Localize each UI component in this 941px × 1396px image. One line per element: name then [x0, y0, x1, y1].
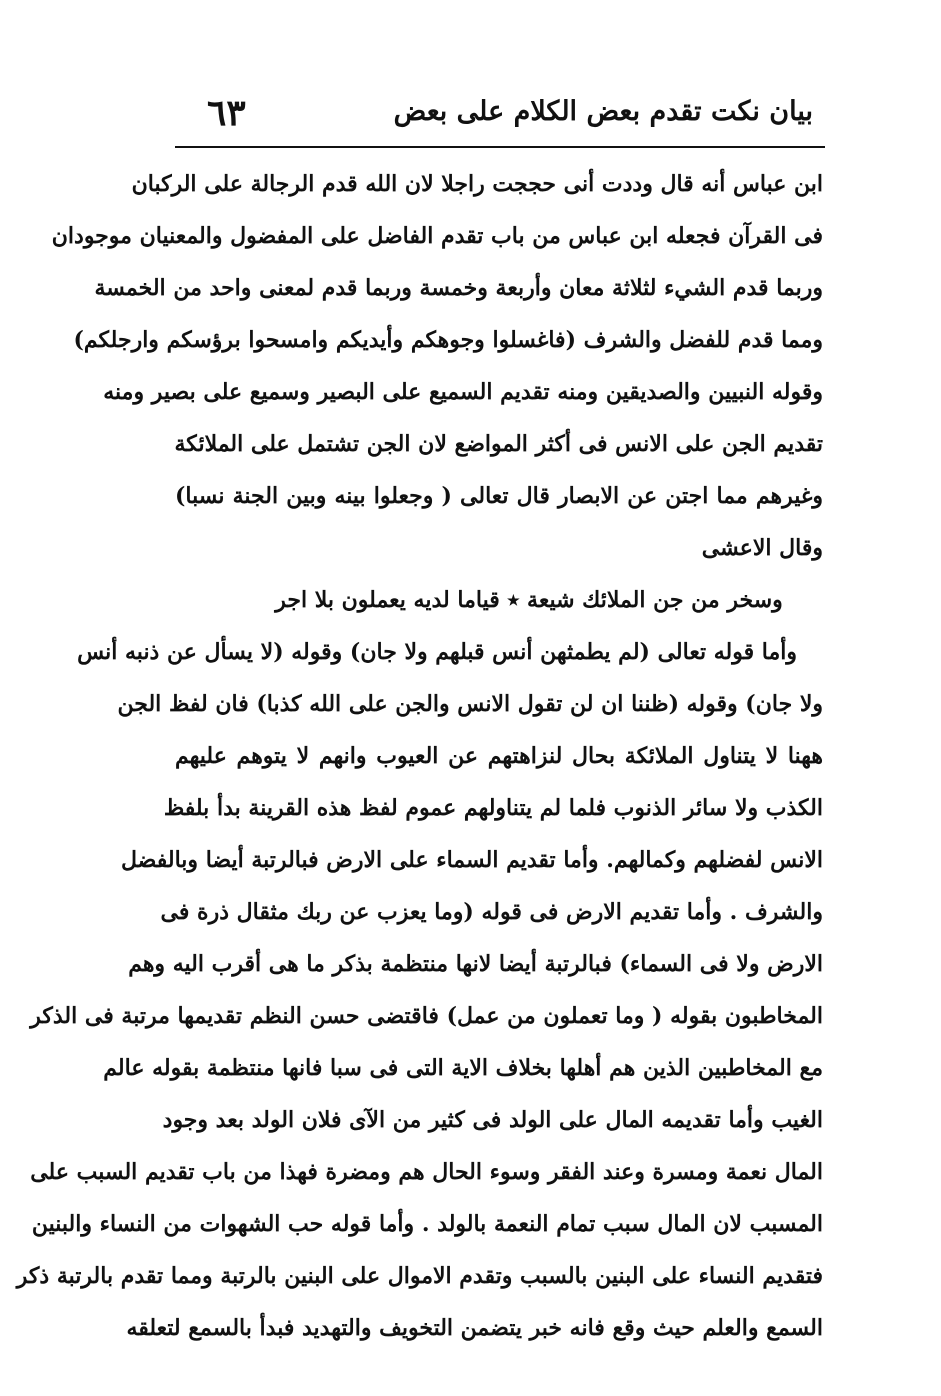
header-divider — [175, 146, 825, 148]
text-line: فتقديم النساء على البنين بالسبب وتقدم الاموال على البنين بالرتبة ومما تقدم بالرتبة ذكر — [16, 1263, 823, 1289]
text-line: ومما قدم للفضل والشرف (فاغسلوا وجوهكم وأيديكم وامسحوا برؤسكم وارجلكم) — [73, 327, 823, 353]
text-line: الانس لفضلهم وكمالهم. وأما تقديم السماء على الارض فبالرتبة أيضا وبالفضل — [121, 847, 823, 873]
body-text — [16, 158, 823, 1354]
text-line: الغيب وأما تقديمه المال على الولد فى كثير من الآى فلان الولد بعد وجود — [162, 1107, 823, 1133]
text-line: والشرف . وأما تقديم الارض فى قوله (وما يعزب عن ربك مثقال ذرة فى — [160, 899, 823, 925]
text-line: الكذب ولا سائر الذنوب فلما لم يتناولهم عموم لفظ هذه القرينة بدأ بلفظ — [163, 795, 823, 821]
text-line: وأما قوله تعالى (لم يطمثهن أنس قبلهم ولا جان) وقوله (لا يسأل عن ذنبه أنس — [77, 639, 797, 665]
text-line: وقال الاعشى — [701, 535, 823, 561]
running-title: بيان نكت تقدم بعض الكلام على بعض — [393, 96, 813, 127]
text-line: ابن عباس أنه قال وددت أنى حججت راجلا لان الله قدم الرجالة على الركبان — [131, 171, 823, 197]
text-line: وقوله النبيين والصديقين ومنه تقديم السميع على البصير وسميع على بصير ومنه — [103, 379, 823, 405]
text-line: ههنا لا يتناول الملائكة بحال لنزاهتهم عن العيوب وانهم لا يتوهم عليهم — [175, 743, 823, 769]
text-line: المسبب لان المال سبب تمام النعمة بالولد . وأما قوله حب الشهوات من النساء والبنين — [31, 1211, 823, 1237]
text-line: فى القرآن فجعله ابن عباس من باب تقدم الفاضل على المفضول والمعنيان موجودان — [51, 223, 823, 249]
text-line: وغيرهم مما اجتن عن الابصار قال تعالى ( وجعلوا بينه وبين الجنة نسبا) — [175, 483, 823, 509]
poetry-verse: وسخر من جن الملائك شيعة ٭ قياما لديه يعملون بلا اجر — [275, 587, 783, 613]
text-line: السمع والعلم حيث وقع فانه خبر يتضمن التخويف والتهديد فبدأ بالسمع لتعلقه — [126, 1315, 823, 1341]
text-line: تقديم الجن على الانس فى أكثر المواضع لان الجن تشتمل على الملائكة — [174, 431, 823, 457]
text-line: المخاطبون بقوله ( وما تعملون من عمل) فاقتضى حسن النظم تقديمها مرتبة فى الذكر — [30, 1003, 823, 1029]
text-line: الارض ولا فى السماء) فبالرتبة أيضا لانها منتظمة بذكر ما هى أقرب اليه وهم — [128, 951, 823, 977]
text-line: مع المخاطبين الذين هم أهلها بخلاف الاية التى فى سبا فانها منتظمة بقوله عالم — [103, 1055, 823, 1081]
page-header — [175, 92, 825, 144]
text-line: وربما قدم الشيء لثلاثة معان وأربعة وخمسة وربما قدم لمعنى واحد من الخمسة — [94, 275, 823, 301]
page-number: ٦٣ — [207, 92, 246, 134]
text-line: المال نعمة ومسرة وعند الفقر وسوء الحال هم ومضرة فهذا من باب تقديم السبب على — [30, 1159, 823, 1185]
text-line: ولا جان) وقوله (ظننا ان لن تقول الانس والجن على الله كذبا) فان لفظ الجن — [117, 691, 823, 717]
